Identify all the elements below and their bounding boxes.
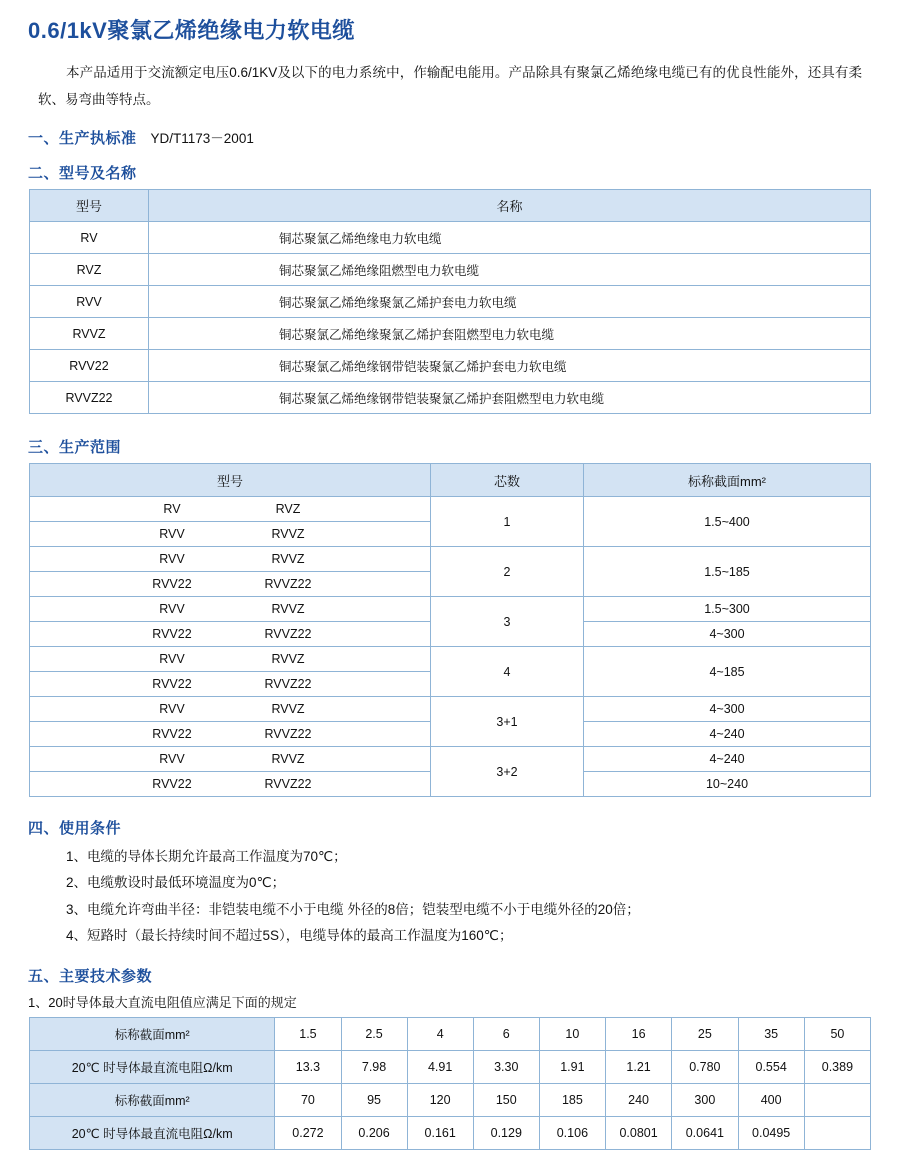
- cell-value: 95: [341, 1084, 407, 1117]
- cell-value: 25: [672, 1018, 738, 1051]
- cell-value: 70: [275, 1084, 341, 1117]
- table-row: [30, 747, 871, 772]
- table-row: [30, 697, 871, 722]
- table-row: [30, 286, 871, 318]
- resistance-table: [29, 1017, 871, 1150]
- table-row: [30, 1084, 871, 1117]
- cell-value: 185: [539, 1084, 605, 1117]
- cell-value: 7.98: [341, 1051, 407, 1084]
- cell-models: [30, 597, 431, 622]
- list-item: 4、短路时（最长持续时间不超过5S），电缆导体的最高工作温度为160℃；: [66, 927, 513, 943]
- model-d: RVVZ22: [264, 627, 312, 641]
- row-label-section-1: 标称截面mm²: [30, 1018, 275, 1051]
- model-b: RVVZ: [271, 552, 305, 566]
- header-section: 标称截面mm²: [584, 464, 871, 497]
- cell-name: 铜芯聚氯乙烯绝缘聚氯乙烯护套电力软电缆: [149, 286, 871, 318]
- section-heading-range: 三、生产范围: [28, 439, 122, 456]
- cell-cores: 2: [431, 547, 584, 597]
- model-d: RVVZ22: [264, 727, 312, 741]
- table-row: [30, 497, 871, 522]
- cell-section: 1.5~300: [584, 597, 871, 622]
- model-a: RVV: [159, 652, 185, 666]
- table-row: [30, 222, 871, 254]
- table-row: [30, 382, 871, 414]
- model-a: RVV: [159, 752, 185, 766]
- cell-model: RVVZ: [30, 318, 149, 350]
- cell-models: [30, 622, 431, 647]
- cell-value: 0.554: [738, 1051, 804, 1084]
- row-label-section-2: 标称截面mm²: [30, 1084, 275, 1117]
- cell-empty: [804, 1084, 870, 1117]
- section-heading-conditions: 四、使用条件: [28, 820, 122, 837]
- table-row: [30, 647, 871, 672]
- cell-cores: 3: [431, 597, 584, 647]
- cell-value: 0.129: [473, 1117, 539, 1150]
- cell-models: [30, 547, 431, 572]
- cell-cores: 3+2: [431, 747, 584, 797]
- cell-model: RVV22: [30, 350, 149, 382]
- model-b: RVVZ: [271, 752, 305, 766]
- cell-name: 铜芯聚氯乙烯绝缘钢带铠装聚氯乙烯护套阻燃型电力软电缆: [149, 382, 871, 414]
- cell-value: 120: [407, 1084, 473, 1117]
- intro-paragraph: [38, 59, 862, 113]
- cell-section: 1.5~185: [584, 547, 871, 597]
- cell-value: 300: [672, 1084, 738, 1117]
- cell-models: [30, 497, 431, 522]
- cell-value: 0.272: [275, 1117, 341, 1150]
- cell-section: 4~185: [584, 647, 871, 697]
- intro-text: 本产品适用于交流额定电压0.6/1KV及以下的电力系统中，作输配电能用。产品除具有聚氯乙烯绝缘电缆已有的优良性能外，还具有柔软、易弯曲等特点。: [38, 65, 862, 107]
- cell-cores: 4: [431, 647, 584, 697]
- table-row: [30, 254, 871, 286]
- model-b: RVZ: [275, 502, 301, 516]
- cell-value: 0.0801: [605, 1117, 671, 1150]
- model-c: RVV22: [152, 577, 192, 591]
- table-row: [30, 318, 871, 350]
- cell-value: 10: [539, 1018, 605, 1051]
- model-c: RVV22: [152, 727, 192, 741]
- list-item: 2、电缆敷设时最低环境温度为0℃；: [66, 875, 286, 891]
- cell-model: RV: [30, 222, 149, 254]
- model-d: RVVZ22: [264, 577, 312, 591]
- cell-value: 3.30: [473, 1051, 539, 1084]
- cell-value: 4.91: [407, 1051, 473, 1084]
- row-label-resistance-2: 20℃ 时导体最直流电阻Ω/km: [30, 1117, 275, 1150]
- section-heading-models: 二、型号及名称: [28, 165, 137, 182]
- model-c: RVV22: [152, 777, 192, 791]
- model-a: RVV: [159, 702, 185, 716]
- cell-name: 铜芯聚氯乙烯绝缘阻燃型电力软电缆: [149, 254, 871, 286]
- model-b: RVVZ: [271, 602, 305, 616]
- cell-name: 铜芯聚氯乙烯绝缘电力软电缆: [149, 222, 871, 254]
- cell-model: RVZ: [30, 254, 149, 286]
- cell-value: 400: [738, 1084, 804, 1117]
- cell-value: 0.206: [341, 1117, 407, 1150]
- model-c: RVV22: [152, 627, 192, 641]
- cell-value: 240: [605, 1084, 671, 1117]
- header-name: 名称: [149, 190, 871, 222]
- cell-section: 1.5~400: [584, 497, 871, 547]
- range-table: [29, 463, 871, 797]
- header-model: 型号: [30, 190, 149, 222]
- cell-value: 4: [407, 1018, 473, 1051]
- model-d: RVVZ22: [264, 677, 312, 691]
- standard-value: YD/T1173－2001: [150, 131, 254, 146]
- cell-models: [30, 672, 431, 697]
- section-heading-params: 五、主要技术参数: [28, 968, 153, 986]
- cell-models: [30, 697, 431, 722]
- cell-value: 0.106: [539, 1117, 605, 1150]
- model-b: RVVZ: [271, 702, 305, 716]
- page-title: 0.6/1kV聚氯乙烯绝缘电力软电缆: [28, 18, 355, 43]
- cell-model: RVVZ22: [30, 382, 149, 414]
- header-model: 型号: [30, 464, 431, 497]
- cell-section-2: 10~240: [584, 772, 871, 797]
- table-row: [30, 597, 871, 622]
- model-c: RVV22: [152, 677, 192, 691]
- row-label-resistance-1: 20℃ 时导体最直流电阻Ω/km: [30, 1051, 275, 1084]
- table-row: [30, 1051, 871, 1084]
- header-cores: 芯数: [431, 464, 584, 497]
- models-table: [29, 189, 871, 414]
- cell-cores: 1: [431, 497, 584, 547]
- cell-value: 0.389: [804, 1051, 870, 1084]
- model-d: RVVZ22: [264, 777, 312, 791]
- table-row: [30, 1018, 871, 1051]
- cell-section-2: 4~240: [584, 722, 871, 747]
- cell-value: 6: [473, 1018, 539, 1051]
- section-heading-standard: [28, 127, 900, 148]
- cell-models: [30, 572, 431, 597]
- document-page: [0, 14, 900, 1168]
- model-d: RVVZ: [271, 527, 305, 541]
- model-b: RVVZ: [271, 652, 305, 666]
- cell-value: 35: [738, 1018, 804, 1051]
- cell-models: [30, 772, 431, 797]
- table-row: [30, 547, 871, 572]
- cell-model: RVV: [30, 286, 149, 318]
- cell-value: 0.0495: [738, 1117, 804, 1150]
- table-row: [30, 1117, 871, 1150]
- model-c: RVV: [159, 527, 185, 541]
- table-header-row: [30, 464, 871, 497]
- list-item: 1、电缆的导体长期允许最高工作温度为70℃；: [66, 849, 347, 864]
- cell-models: [30, 747, 431, 772]
- cell-models: [30, 722, 431, 747]
- section-standard-label: 一、生产执标准: [28, 130, 137, 147]
- cell-value: 0.161: [407, 1117, 473, 1150]
- cell-value: 2.5: [341, 1018, 407, 1051]
- cell-name: 铜芯聚氯乙烯绝缘钢带铠装聚氯乙烯护套电力软电缆: [149, 350, 871, 382]
- cell-models: [30, 647, 431, 672]
- cell-section: 4~300: [584, 697, 871, 722]
- cell-value: 50: [804, 1018, 870, 1051]
- cell-value: 13.3: [275, 1051, 341, 1084]
- model-a: RVV: [159, 602, 185, 616]
- table-header-row: [30, 190, 871, 222]
- params-note: 1、20时导体最大直流电阻值应满足下面的规定: [28, 995, 297, 1011]
- bottom-spacer: [0, 1150, 900, 1168]
- cell-value: 150: [473, 1084, 539, 1117]
- cell-empty: [804, 1117, 870, 1150]
- conditions-list: [0, 844, 900, 949]
- cell-value: 0.0641: [672, 1117, 738, 1150]
- list-item: 3、电缆允许弯曲半径：非铠装电缆不小于电缆 外径的8倍；铠装型电缆不小于电缆外径的20倍；: [66, 901, 640, 917]
- model-a: RVV: [159, 552, 185, 566]
- cell-value: 1.91: [539, 1051, 605, 1084]
- cell-cores: 3+1: [431, 697, 584, 747]
- cell-value: 1.5: [275, 1018, 341, 1051]
- cell-section: 4~240: [584, 747, 871, 772]
- cell-name: 铜芯聚氯乙烯绝缘聚氯乙烯护套阻燃型电力软电缆: [149, 318, 871, 350]
- cell-models: [30, 522, 431, 547]
- table-row: [30, 350, 871, 382]
- cell-value: 0.780: [672, 1051, 738, 1084]
- cell-value: 16: [605, 1018, 671, 1051]
- model-a: RV: [163, 502, 181, 516]
- cell-section-2: 4~300: [584, 622, 871, 647]
- cell-value: 1.21: [605, 1051, 671, 1084]
